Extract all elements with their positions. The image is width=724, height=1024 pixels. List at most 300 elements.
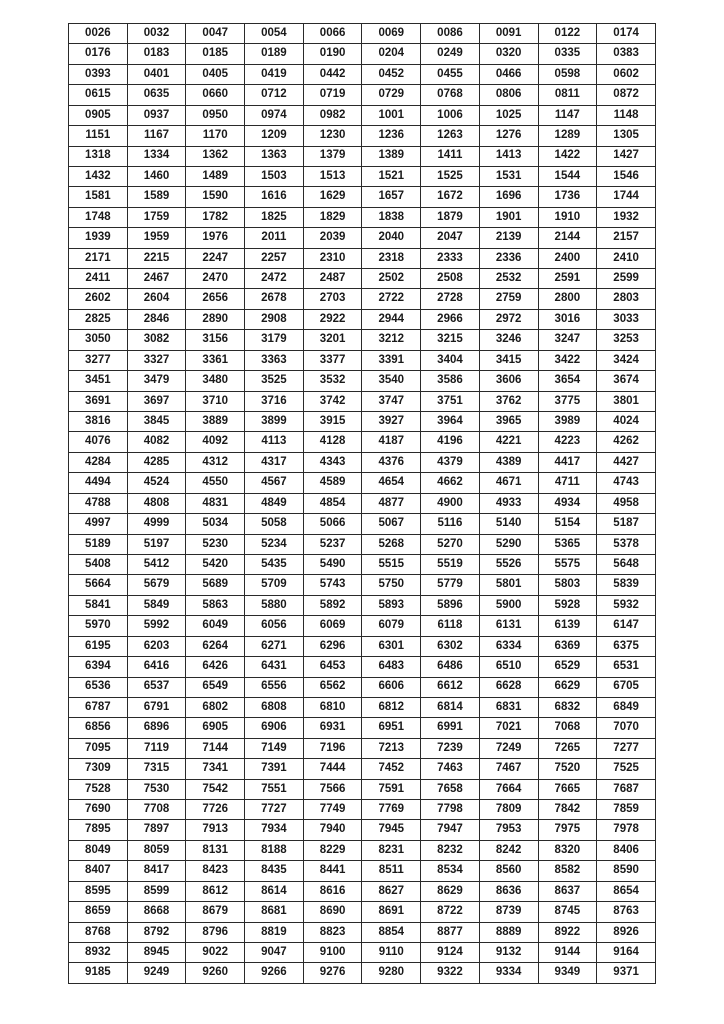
number-cell: 5970	[69, 616, 128, 636]
number-cell: 8059	[127, 840, 186, 860]
number-cell: 9280	[362, 963, 421, 983]
table-row	[69, 105, 656, 125]
number-cell: 4958	[597, 493, 656, 513]
number-cell: 8441	[303, 861, 362, 881]
number-cell: 5234	[245, 534, 304, 554]
number-cell: 8560	[479, 861, 538, 881]
number-cell: 0122	[538, 24, 597, 44]
number-cell: 2411	[69, 269, 128, 289]
number-cell: 6375	[597, 636, 656, 656]
number-cell: 6705	[597, 677, 656, 697]
number-cell: 1672	[421, 187, 480, 207]
number-cell: 4494	[69, 473, 128, 493]
number-cell: 0066	[303, 24, 362, 44]
number-cell: 5058	[245, 514, 304, 534]
table-row	[69, 473, 656, 493]
table-row	[69, 677, 656, 697]
number-cell: 5515	[362, 554, 421, 574]
number-cell: 3654	[538, 371, 597, 391]
number-cell: 7520	[538, 759, 597, 779]
number-cell: 0974	[245, 105, 304, 125]
number-cell: 8242	[479, 840, 538, 860]
number-cell: 8768	[69, 922, 128, 942]
number-cell: 2410	[597, 248, 656, 268]
number-cell: 6849	[597, 697, 656, 717]
number-cell: 2944	[362, 309, 421, 329]
table-row	[69, 24, 656, 44]
table-row	[69, 718, 656, 738]
number-cell: 0872	[597, 85, 656, 105]
number-cell: 2703	[303, 289, 362, 309]
number-cell: 3201	[303, 330, 362, 350]
number-cell: 7727	[245, 800, 304, 820]
number-cell: 0405	[186, 64, 245, 84]
number-cell: 9100	[303, 942, 362, 962]
number-cell: 1305	[597, 126, 656, 146]
table-row	[69, 902, 656, 922]
number-cell: 2470	[186, 269, 245, 289]
number-cell: 8232	[421, 840, 480, 860]
table-row	[69, 432, 656, 452]
number-cell: 7726	[186, 800, 245, 820]
number-cell: 1503	[245, 166, 304, 186]
number-cell: 9132	[479, 942, 538, 962]
number-cell: 3480	[186, 371, 245, 391]
number-cell: 1748	[69, 207, 128, 227]
number-cell: 7528	[69, 779, 128, 799]
number-cell: 6606	[362, 677, 421, 697]
number-cell: 4379	[421, 452, 480, 472]
number-cell: 0937	[127, 105, 186, 125]
number-cell: 1744	[597, 187, 656, 207]
number-cell: 7842	[538, 800, 597, 820]
number-cell: 4662	[421, 473, 480, 493]
number-cell: 3033	[597, 309, 656, 329]
number-cell: 1910	[538, 207, 597, 227]
number-cell: 2604	[127, 289, 186, 309]
number-cell: 4711	[538, 473, 597, 493]
number-cell: 1276	[479, 126, 538, 146]
number-cell: 8654	[597, 881, 656, 901]
number-cell: 3889	[186, 412, 245, 432]
number-cell: 3253	[597, 330, 656, 350]
number-cell: 5197	[127, 534, 186, 554]
number-cell: 7664	[479, 779, 538, 799]
number-cell: 6147	[597, 616, 656, 636]
number-cell: 3747	[362, 391, 421, 411]
number-cell: 6612	[421, 677, 480, 697]
number-cell: 2508	[421, 269, 480, 289]
number-cell: 6832	[538, 697, 597, 717]
number-cell: 5435	[245, 554, 304, 574]
number-cell: 1546	[597, 166, 656, 186]
number-cell: 7149	[245, 738, 304, 758]
number-cell: 5893	[362, 595, 421, 615]
number-cell: 5378	[597, 534, 656, 554]
number-cell: 0811	[538, 85, 597, 105]
number-cell: 4934	[538, 493, 597, 513]
number-cell: 0442	[303, 64, 362, 84]
number-cell: 0419	[245, 64, 304, 84]
number-cell: 3801	[597, 391, 656, 411]
number-cell: 2890	[186, 309, 245, 329]
number-cell: 7452	[362, 759, 421, 779]
number-cell: 6896	[127, 718, 186, 738]
number-cell: 7859	[597, 800, 656, 820]
number-cell: 1167	[127, 126, 186, 146]
number-cell: 6831	[479, 697, 538, 717]
number-cell: 1411	[421, 146, 480, 166]
number-cell: 7144	[186, 738, 245, 758]
number-cell: 1318	[69, 146, 128, 166]
number-cell: 9022	[186, 942, 245, 962]
number-cell: 5116	[421, 514, 480, 534]
number-cell: 6810	[303, 697, 362, 717]
number-cell: 6787	[69, 697, 128, 717]
number-cell: 4113	[245, 432, 304, 452]
number-cell: 2656	[186, 289, 245, 309]
table-row	[69, 85, 656, 105]
number-cell: 3691	[69, 391, 128, 411]
number-cell: 3327	[127, 350, 186, 370]
number-cell: 6296	[303, 636, 362, 656]
number-cell: 8582	[538, 861, 597, 881]
table-row	[69, 493, 656, 513]
number-cell: 6056	[245, 616, 304, 636]
number-cell: 0047	[186, 24, 245, 44]
number-cell: 1263	[421, 126, 480, 146]
number-cell: 9260	[186, 963, 245, 983]
number-cell: 1616	[245, 187, 304, 207]
number-cell: 5519	[421, 554, 480, 574]
number-cell: 7687	[597, 779, 656, 799]
number-cell: 9349	[538, 963, 597, 983]
number-cell: 2722	[362, 289, 421, 309]
number-cell: 5992	[127, 616, 186, 636]
number-cell: 6334	[479, 636, 538, 656]
number-cell: 1170	[186, 126, 245, 146]
number-cell: 1825	[245, 207, 304, 227]
number-cell: 3716	[245, 391, 304, 411]
number-cell: 3404	[421, 350, 480, 370]
number-cell: 5896	[421, 595, 480, 615]
number-cell: 6302	[421, 636, 480, 656]
number-cell: 7119	[127, 738, 186, 758]
number-cell: 7463	[421, 759, 480, 779]
number-cell: 4389	[479, 452, 538, 472]
number-cell: 0598	[538, 64, 597, 84]
number-cell: 8406	[597, 840, 656, 860]
number-cell: 0712	[245, 85, 304, 105]
number-cell: 6271	[245, 636, 304, 656]
number-cell: 5189	[69, 534, 128, 554]
number-cell: 5067	[362, 514, 421, 534]
number-cell: 6264	[186, 636, 245, 656]
number-cell: 3674	[597, 371, 656, 391]
number-cell: 5880	[245, 595, 304, 615]
number-cell: 6905	[186, 718, 245, 738]
number-cell: 5187	[597, 514, 656, 534]
number-cell: 3710	[186, 391, 245, 411]
number-cell: 6802	[186, 697, 245, 717]
number-cell: 0091	[479, 24, 538, 44]
number-cell: 4284	[69, 452, 128, 472]
number-cell: 7940	[303, 820, 362, 840]
number-cell: 6301	[362, 636, 421, 656]
number-cell: 7277	[597, 738, 656, 758]
number-cell: 9110	[362, 942, 421, 962]
number-cell: 6951	[362, 718, 421, 738]
number-cell: 0982	[303, 105, 362, 125]
number-cell: 2215	[127, 248, 186, 268]
number-cell: 7315	[127, 759, 186, 779]
number-cell: 1696	[479, 187, 538, 207]
number-cell: 6549	[186, 677, 245, 697]
number-cell: 6079	[362, 616, 421, 636]
number-cell: 7095	[69, 738, 128, 758]
number-cell: 6537	[127, 677, 186, 697]
number-cell: 9185	[69, 963, 128, 983]
number-cell: 8681	[245, 902, 304, 922]
table-row	[69, 575, 656, 595]
table-row	[69, 412, 656, 432]
number-cell: 0393	[69, 64, 128, 84]
number-cell: 8819	[245, 922, 304, 942]
number-cell: 9334	[479, 963, 538, 983]
number-cell: 6931	[303, 718, 362, 738]
number-cell: 8049	[69, 840, 128, 860]
table-row	[69, 922, 656, 942]
number-cell: 5270	[421, 534, 480, 554]
number-cell: 0383	[597, 44, 656, 64]
number-cell: 7525	[597, 759, 656, 779]
table-row	[69, 187, 656, 207]
number-cell: 6118	[421, 616, 480, 636]
number-table-body	[69, 24, 656, 984]
number-cell: 1932	[597, 207, 656, 227]
number-cell: 0069	[362, 24, 421, 44]
number-cell: 8595	[69, 881, 128, 901]
table-row	[69, 248, 656, 268]
number-cell: 3212	[362, 330, 421, 350]
number-cell: 2011	[245, 228, 304, 248]
number-cell: 2602	[69, 289, 128, 309]
number-cell: 7809	[479, 800, 538, 820]
number-cell: 3606	[479, 371, 538, 391]
number-cell: 0660	[186, 85, 245, 105]
number-cell: 4187	[362, 432, 421, 452]
number-cell: 5268	[362, 534, 421, 554]
number-cell: 3391	[362, 350, 421, 370]
table-row	[69, 514, 656, 534]
number-cell: 1413	[479, 146, 538, 166]
number-cell: 8614	[245, 881, 304, 901]
number-cell: 8659	[69, 902, 128, 922]
number-cell: 3525	[245, 371, 304, 391]
number-cell: 2247	[186, 248, 245, 268]
number-cell: 1289	[538, 126, 597, 146]
table-row	[69, 289, 656, 309]
number-cell: 3479	[127, 371, 186, 391]
number-cell: 0615	[69, 85, 128, 105]
number-cell: 4285	[127, 452, 186, 472]
number-cell: 6531	[597, 657, 656, 677]
number-cell: 5408	[69, 554, 128, 574]
number-cell: 2400	[538, 248, 597, 268]
number-cell: 5679	[127, 575, 186, 595]
number-cell: 4788	[69, 493, 128, 513]
number-cell: 4262	[597, 432, 656, 452]
table-row	[69, 881, 656, 901]
table-row	[69, 350, 656, 370]
number-cell: 5779	[421, 575, 480, 595]
number-cell: 3377	[303, 350, 362, 370]
number-cell: 1006	[421, 105, 480, 125]
table-row	[69, 166, 656, 186]
number-cell: 1362	[186, 146, 245, 166]
number-cell: 3363	[245, 350, 304, 370]
number-cell: 7070	[597, 718, 656, 738]
number-cell: 0204	[362, 44, 421, 64]
table-row	[69, 738, 656, 758]
number-cell: 7975	[538, 820, 597, 840]
number-cell: 0905	[69, 105, 128, 125]
number-cell: 3742	[303, 391, 362, 411]
number-cell: 0466	[479, 64, 538, 84]
number-cell: 5237	[303, 534, 362, 554]
number-cell: 3016	[538, 309, 597, 329]
number-cell: 5892	[303, 595, 362, 615]
table-row	[69, 942, 656, 962]
number-cell: 7658	[421, 779, 480, 799]
number-cell: 0320	[479, 44, 538, 64]
number-cell: 0176	[69, 44, 128, 64]
number-cell: 4589	[303, 473, 362, 493]
table-row	[69, 595, 656, 615]
number-cell: 4997	[69, 514, 128, 534]
number-cell: 5140	[479, 514, 538, 534]
number-cell: 2040	[362, 228, 421, 248]
number-cell: 4849	[245, 493, 304, 513]
number-cell: 1230	[303, 126, 362, 146]
number-cell: 3082	[127, 330, 186, 350]
number-cell: 5932	[597, 595, 656, 615]
number-cell: 1521	[362, 166, 421, 186]
number-cell: 0602	[597, 64, 656, 84]
number-cell: 5034	[186, 514, 245, 534]
number-cell: 6416	[127, 657, 186, 677]
number-cell: 7265	[538, 738, 597, 758]
number-cell: 8691	[362, 902, 421, 922]
number-cell: 6628	[479, 677, 538, 697]
number-cell: 1531	[479, 166, 538, 186]
number-cell: 3775	[538, 391, 597, 411]
table-row	[69, 269, 656, 289]
number-cell: 0032	[127, 24, 186, 44]
number-cell: 4312	[186, 452, 245, 472]
number-cell: 8796	[186, 922, 245, 942]
number-cell: 5709	[245, 575, 304, 595]
number-cell: 4808	[127, 493, 186, 513]
number-cell: 4831	[186, 493, 245, 513]
number-cell: 1759	[127, 207, 186, 227]
number-cell: 7749	[303, 800, 362, 820]
number-cell: 8745	[538, 902, 597, 922]
number-cell: 4128	[303, 432, 362, 452]
number-cell: 6856	[69, 718, 128, 738]
number-cell: 7444	[303, 759, 362, 779]
number-cell: 3277	[69, 350, 128, 370]
number-cell: 7591	[362, 779, 421, 799]
number-cell: 8739	[479, 902, 538, 922]
number-cell: 6453	[303, 657, 362, 677]
number-cell: 7021	[479, 718, 538, 738]
number-cell: 5743	[303, 575, 362, 595]
number-cell: 8612	[186, 881, 245, 901]
number-cell: 8679	[186, 902, 245, 922]
number-cell: 5230	[186, 534, 245, 554]
number-cell: 1976	[186, 228, 245, 248]
number-cell: 5928	[538, 595, 597, 615]
number-cell: 8417	[127, 861, 186, 881]
number-cell: 4671	[479, 473, 538, 493]
number-cell: 0335	[538, 44, 597, 64]
number-cell: 2678	[245, 289, 304, 309]
number-cell: 4317	[245, 452, 304, 472]
number-cell: 8423	[186, 861, 245, 881]
number-cell: 5801	[479, 575, 538, 595]
number-cell: 2336	[479, 248, 538, 268]
table-row	[69, 657, 656, 677]
number-cell: 8690	[303, 902, 362, 922]
number-cell: 1460	[127, 166, 186, 186]
number-cell: 3899	[245, 412, 304, 432]
number-cell: 2467	[127, 269, 186, 289]
number-cell: 3816	[69, 412, 128, 432]
number-cell: 8320	[538, 840, 597, 860]
number-cell: 2728	[421, 289, 480, 309]
number-cell: 8590	[597, 861, 656, 881]
table-row	[69, 779, 656, 799]
number-cell: 1236	[362, 126, 421, 146]
number-cell: 6536	[69, 677, 128, 697]
number-cell: 8763	[597, 902, 656, 922]
number-cell: 6069	[303, 616, 362, 636]
number-cell: 7665	[538, 779, 597, 799]
table-row	[69, 309, 656, 329]
number-cell: 7945	[362, 820, 421, 840]
number-cell: 0086	[421, 24, 480, 44]
number-cell: 3586	[421, 371, 480, 391]
number-cell: 5066	[303, 514, 362, 534]
number-cell: 6195	[69, 636, 128, 656]
number-cell: 6991	[421, 718, 480, 738]
number-cell: 3451	[69, 371, 128, 391]
number-cell: 7068	[538, 718, 597, 738]
table-row	[69, 64, 656, 84]
number-cell: 2532	[479, 269, 538, 289]
number-cell: 8407	[69, 861, 128, 881]
number-cell: 7769	[362, 800, 421, 820]
number-cell: 1513	[303, 166, 362, 186]
number-cell: 2972	[479, 309, 538, 329]
number-cell: 8945	[127, 942, 186, 962]
number-cell: 1959	[127, 228, 186, 248]
number-cell: 4999	[127, 514, 186, 534]
number-cell: 2472	[245, 269, 304, 289]
table-row	[69, 452, 656, 472]
number-cell: 3156	[186, 330, 245, 350]
